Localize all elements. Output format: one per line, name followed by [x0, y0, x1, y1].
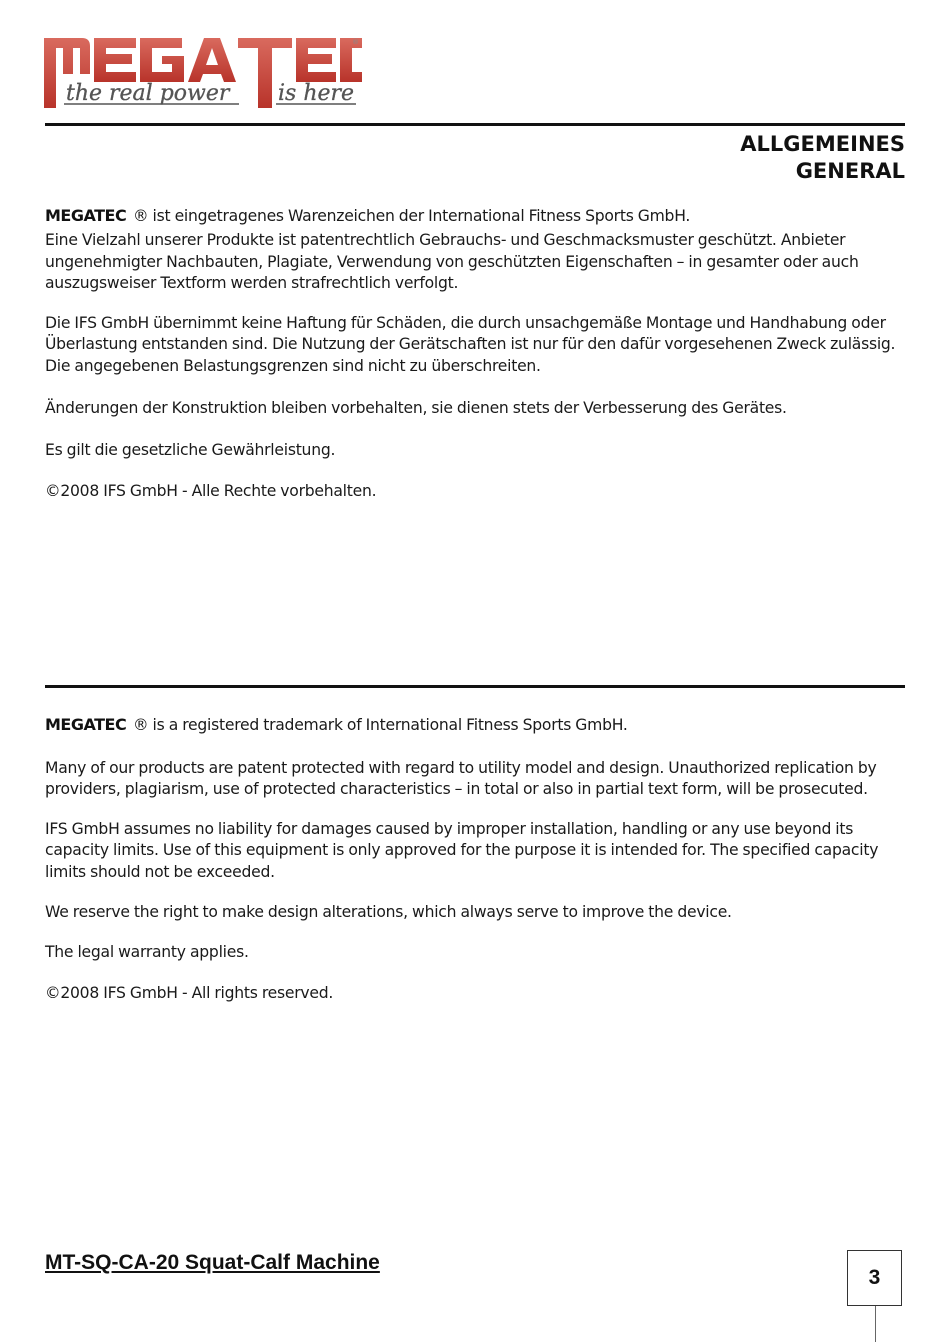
- middle-divider: [45, 685, 905, 688]
- svg-text:the real power: the real power: [66, 81, 230, 106]
- german-trademark-line: ® ist eingetragenes Warenzeichen der International Fitness Sports GmbH.: [133, 207, 691, 225]
- english-trademark-line: ® is a registered trademark of International Fitness Sports GmbH.: [133, 716, 628, 734]
- german-paragraph-3: Änderungen der Konstruktion bleiben vorbehalten, sie dienen stets der Verbesserung des Gerätes.: [45, 399, 787, 417]
- heading-english: GENERAL: [795, 159, 905, 183]
- german-paragraph-2: Die IFS GmbH übernimmt keine Haftung für Schäden, die durch unsachgemäße Montage und Handhabung oder Überlastung entstanden sind. Die Nutzung der Gerätschaften ist nur für den dafür vorgesehenen Zweck zulässig. Die angegebenen Belastungsgrenzen sind nicht zu überschreiten.: [45, 314, 896, 375]
- svg-text:®: ®: [352, 38, 359, 46]
- english-paragraph-2: Many of our products are patent protected with regard to utility model and design. Unauthorized replication by providers, plagiarism, use of protected characteristics – in total or also in partial text form, will be prosecuted.: [45, 759, 877, 799]
- top-divider: [45, 123, 905, 126]
- german-patent-text: Eine Vielzahl unserer Produkte ist patentrechtlich Gebrauchs- und Geschmacksmuster geschützt. Anbieter ungenehmigter Nachbauten, Plagiate, Verwendung von geschützten Eigenschaften – in gesamter oder auch auszugsweiser Textform werden strafrechtlich verfolgt.: [45, 231, 859, 292]
- megatec-logo: [44, 34, 362, 112]
- megatec-brand-mark: [45, 715, 127, 739]
- svg-text:is here: is here: [278, 81, 355, 106]
- english-paragraph-1: [45, 715, 915, 739]
- german-copyright: ©2008 IFS GmbH - Alle Rechte vorbehalten.: [45, 482, 377, 500]
- page-number-box: [847, 1250, 902, 1306]
- german-paragraph-1: [45, 206, 915, 294]
- page-number: 3: [868, 1266, 881, 1289]
- heading-german: ALLGEMEINES: [740, 132, 905, 156]
- english-paragraph-4: We reserve the right to make design alterations, which always serve to improve the device.: [45, 903, 732, 921]
- english-copyright: ©2008 IFS GmbH - All rights reserved.: [45, 984, 334, 1002]
- english-paragraph-3: IFS GmbH assumes no liability for damages caused by improper installation, handling or any use beyond its capacity limits. Use of this equipment is only approved for the purpose it is intended for. The specified capacity limits should not be exceeded.: [45, 820, 879, 881]
- english-paragraph-5: The legal warranty applies.: [45, 943, 249, 961]
- section-heading: [740, 131, 905, 185]
- svg-text:MEGATEC: MEGATEC: [45, 206, 127, 224]
- german-paragraph-4: Es gilt die gesetzliche Gewährleistung.: [45, 441, 336, 459]
- svg-text:MEGATEC: MEGATEC: [45, 715, 127, 733]
- megatec-brand-mark: [45, 206, 127, 230]
- footer-model-title: MT-SQ-CA-20 Squat-Calf Machine: [45, 1251, 380, 1274]
- page-number-line: [875, 1306, 876, 1342]
